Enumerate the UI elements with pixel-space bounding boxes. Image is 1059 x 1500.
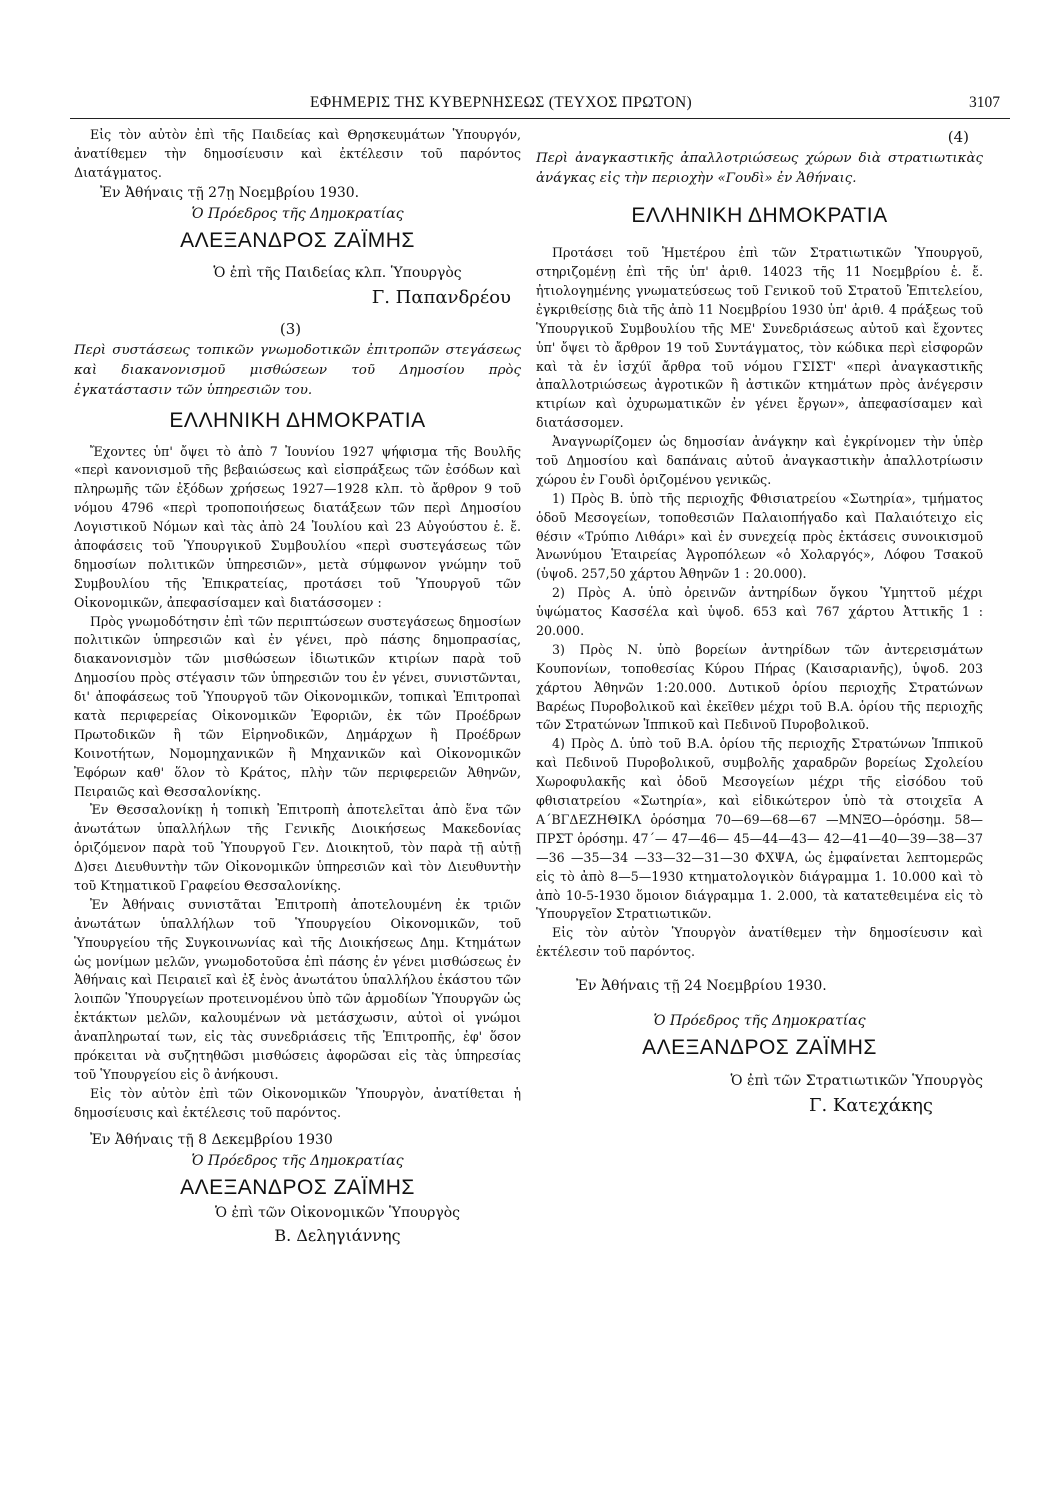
dateline: Ἐν Ἀθήναις τῇ 8 Δεκεμβρίου 1930 bbox=[90, 1131, 333, 1148]
decree-topic: Περὶ συστάσεως τοπικῶν γνωμοδοτικῶν ἐπιτροπῶν στεγάσεως καὶ διακανονισμοῦ μισθώσεων τοῦ Δημοσίου πρὸς ἐγκατάστασιν τῶν ὑπηρεσιῶν του. bbox=[74, 342, 521, 398]
body-paragraph: Εἰς τὸν αὐτὸν ἐπὶ τῶν Οἰκονομικῶν Ὑπουργὸν, ἀνατίθεται ἡ δημοσίευσις καὶ ἐκτέλεσις τοῦ παρόντος. bbox=[74, 1085, 521, 1120]
page-header bbox=[70, 94, 1010, 120]
list-item: 3) Πρὸς Ν. ὑπὸ βορείων ἀντηρίδων τῶν ἀντερεισμάτων Κουπονίων, τοποθεσίας Κύρου Πήρας (Καισαριανῆς), ὑψοδ. 203 χάρτου Ἀθηνῶν 1:20.000. Δυτικοῦ ὁρίου περιοχῆς Στρατώνων Βαρέως Πυροβολικοῦ καὶ ἐκεῖθεν μέχρι τοῦ Β.Α. ὁρίου τῆς περιοχῆς τῶν Στρατώνων Ἱππικοῦ καὶ Πεδινοῦ Πυροβολικοῦ. bbox=[536, 641, 983, 733]
minister-title: Ὁ ἐπὶ τῆς Παιδείας κλπ. Ὑπουργὸς bbox=[213, 265, 462, 282]
list-item: 1) Πρὸς Β. ὑπὸ τῆς περιοχῆς Φθισιατρείου «Σωτηρία», τμήματος ὁδοῦ Μεσογείων, τοποθεσιῶν Παλαιοπήγαδο καὶ Παλαιότειχο εἰς θέσιν «Τρύπιο Λιθάρι» καὶ ἐν συνεχείᾳ πρὸς ἐκτάσεις συνοικισμοῦ Ἀνωνύμου Ἑταιρείας Ἀγροπόλεων «ὁ Χολαργός», Λόφου Τσακοῦ (ὑψοδ. 257,50 χάρτου Ἀθηνῶν 1 : 20.000). bbox=[536, 490, 983, 582]
list-item: 4) Πρὸς Δ. ὑπὸ τοῦ Β.Α. ὁρίου τῆς περιοχῆς Στρατώνων Ἱππικοῦ καὶ Πεδινοῦ Πυροβολικοῦ, συμβολῆς χαραδρῶν βορείως Σχολείου Χωροφυλακῆς καὶ ὁδοῦ Μεσογείων μέχρι τῆς εἰσόδου τοῦ φθισιατρείου «Σωτηρία», καὶ εἰδικώτερον ὑπὸ τὰ στοιχεῖα Α Α΄ΒΓΔΕΖΗΘΙΚΛ ὁρόσημα 70—69—68—67 —ΜΝΞΟ—ὁρόσημ. 58—ΠΡΣΤ ὁρόσημ. 47΄— 47—46— 45—44—43— 42—41—40—39—38—37—36 —35—34 —33—32—31—30 ΦΧΨΑ, ὡς ἐμφαίνεται λεπτομερῶς εἰς τὸ ἀπὸ 8—5—1930 κτηματολογικὸν διάγραμμα 1. 10.000 καὶ τὸ ἀπὸ 10-5-1930 ὅμοιον διάγραμμα 1. 2.000, τὰ κατατεθειμένα εἰς τὸ Ὑπουργεῖον Στρατιωτικῶν. bbox=[536, 736, 983, 922]
republic-heading: ΕΛΛΗΝΙΚΗ ΔΗΜΟΚΡΑΤΙΑ bbox=[169, 409, 426, 432]
right-column bbox=[536, 126, 983, 1119]
president-title: Ὁ Πρόεδρος τῆς Δημοκρατίας bbox=[653, 1013, 866, 1030]
president-title: Ὁ Πρόεδρος τῆς Δημοκρατίας bbox=[191, 205, 404, 222]
body-paragraph: Εἰς τὸν αὐτὸν Ὑπουργὸν ἀνατίθεμεν τὴν δημοσίευσιν καὶ ἐκτέλεσιν τοῦ παρόντος. bbox=[536, 925, 983, 960]
president-title: Ὁ Πρόεδρος τῆς Δημοκρατίας bbox=[191, 1152, 404, 1169]
minister-name: Β. Δεληγιάννης bbox=[274, 1226, 401, 1246]
body-paragraph: Ἐν Θεσσαλονίκῃ ἡ τοπικὴ Ἐπιτροπὴ ἀποτελεῖται ἀπὸ ἕνα τῶν ἀνωτάτων ὑπαλλήλων τῆς Γενικῆς Διοικήσεως Μακεδονίας ὁριζόμενον παρὰ τοῦ Ὑπουργοῦ Γεν. Διοικητοῦ, τὸν παρὰ τῇ αὐτῇ Δ)σει Διευθυντὴν τῶν Οἰκονομικῶν ὑπηρεσιῶν καὶ τὸν Διευθυντὴν τοῦ Κτηματικοῦ Γραφείου Θεσσαλονίκης. bbox=[74, 802, 521, 893]
president-name: ΑΛΕΞΑΝΔΡΟΣ ΖΑΪΜΗΣ bbox=[180, 1175, 415, 1199]
president-name: ΑΛΕΞΑΝΔΡΟΣ ΖΑΪΜΗΣ bbox=[642, 1036, 877, 1060]
body-paragraph: Ἀναγνωρίζομεν ὡς δημοσίαν ἀνάγκην καὶ ἐγκρίνομεν τὴν ὑπὲρ τοῦ Δημοσίου καὶ δαπάναις αὐτοῦ ἀναγκαστικὴν ἀπαλλοτρίωσιν χώρου ἐν Γουδὶ ὁριζομένου γενικῶς. bbox=[536, 434, 983, 487]
republic-heading: ΕΛΛΗΝΙΚΗ ΔΗΜΟΚΡΑΤΙΑ bbox=[631, 203, 888, 227]
body-paragraph: Ἔχοντες ὑπ' ὄψει τὸ ἀπὸ 7 Ἰουνίου 1927 ψήφισμα τῆς Βουλῆς «περὶ κανονισμοῦ τῆς βεβαιώσεως καὶ εἰσπράξεως τῶν ἐσόδων καὶ πληρωμῆς τῶν ἐξόδων χρήσεως 1927—1928 κλπ. τὸ ἄρθρον 9 τοῦ νόμου 4796 «περὶ τροποποιήσεως διατάξεων τῶν περὶ Δημοσίου Λογιστικοῦ Νόμων καὶ τὰς ἀπὸ 24 Ἰουλίου καὶ 23 Αὐγούστου ἑ. ἔ. ἀποφάσεις τοῦ Ὑπουργικοῦ Συμβουλίου «περὶ συστεγάσεως τῶν δημοσίων πολιτικῶν ὑπηρεσιῶν», μετὰ σύμφωνον γνώμην τοῦ Συμβουλίου τῆς Ἐπικρατείας, προτάσει τοῦ Ὑπουργοῦ τῶν Οἰκονομικῶν, ἀπεφασίσαμεν καὶ διατάσσομεν : bbox=[74, 443, 521, 610]
minister-title: Ὁ ἐπὶ τῶν Οἰκονομικῶν Ὑπουργὸς bbox=[215, 1205, 460, 1222]
minister-name: Γ. Κατεχάκης bbox=[809, 1094, 933, 1116]
body-paragraph: Ἐν Ἀθήναις συνιστᾶται Ἐπιτροπὴ ἀποτελουμένη ἐκ τριῶν ἀνωτάτων ὑπαλλήλων τοῦ Ὑπουργείου Οἰκονομικῶν, τοῦ Ὑπουργείου τῆς Συγκοινωνίας καὶ τῆς Διοικήσεως Δημ. Κτημάτων ὡς μονίμων μελῶν, γνωμοδοτοῦσα ἐπὶ πάσης ἐν γένει μισθώσεως ἐν Ἀθήναις καὶ Πειραιεῖ καὶ ἐξ ἑνὸς ἀνωτάτου ὑπαλλήλου ἑκάστου τῶν λοιπῶν Ὑπουργείων προτεινομένου ὑπὸ τῶν ἁρμοδίων Ὑπουργῶν ὡς ἐκτάκτων μελῶν, καλουμένων νὰ μετάσχωσιν, αὐτοὶ οἱ γνώμοι ἀναπληρωταί των, εἰς τὰς συνεδριάσεις τῆς Ἐπιτροπῆς, ἐφ' ὅσον πρόκειται νὰ συζητηθῶσι μισθώσεις ἀφορῶσαι εἰς τὰς ὑπηρεσίας τοῦ Ὑπουργείου εἰς ὃ ἀνήκουσι. bbox=[74, 896, 521, 1082]
decree-number: (4) bbox=[947, 128, 969, 146]
intro-paragraph: Εἰς τὸν αὐτὸν ἐπὶ τῆς Παιδείας καὶ Θρησκευμάτων Ὑπουργόν, ἀνατίθεμεν τὴν δημοσίευσιν καὶ ἐκτέλεσιν τοῦ παρόντος Διατάγματος. bbox=[74, 127, 521, 180]
minister-title: Ὁ ἐπὶ τῶν Στρατιωτικῶν Ὑπουργὸς bbox=[730, 1072, 983, 1089]
decree-topic: Περὶ ἀναγκαστικῆς ἀπαλλοτριώσεως χώρων διὰ στρατιωτικὰς ἀνάγκας εἰς τὴν περιοχὴν «Γουδὶ» ἐν Ἀθήναις. bbox=[536, 150, 983, 186]
minister-name: Γ. Παπανδρέου bbox=[371, 287, 511, 309]
dateline: Ἐν Ἀθήναις τῇ 27ῃ Νοεμβρίου 1930. bbox=[100, 184, 360, 201]
left-column bbox=[74, 126, 521, 1248]
list-item: 2) Πρὸς Α. ὑπὸ ὀρεινῶν ἀντηρίδων ὄγκου Ὑμηττοῦ μέχρι ὑψώματος Κασσέλα καὶ ὑψοδ. 653 καὶ 767 χάρτου Ἀττικῆς 1 : 20.000. bbox=[536, 585, 983, 639]
header-rule bbox=[70, 118, 1010, 119]
body-paragraph: Προτάσει τοῦ Ἡμετέρου ἐπὶ τῶν Στρατιωτικῶν Ὑπουργοῦ, στηριζομένῃ ἐπὶ τῆς ὑπ' ἀριθ. 14023 τῆς 11 Νοεμβρίου ἑ. ἔ. ἠτιολογημένης γνωματεύσεως τοῦ Γενικοῦ τοῦ Στρατοῦ Ἐπιτελείου, ἐγκριθείσῃς διὰ τῆς ἀπὸ 11 Νοεμβρίου 1930 ὑπ' ἀριθ. 4 πράξεως τοῦ Ὑπουργικοῦ Συμβουλίου τῆς ΜΕ' Συνεδριάσεως αὐτοῦ καὶ ἔχοντες ὑπ' ὄψει τὸ ἄρθρον 19 τοῦ Συντάγματος, τὸν κώδικα περὶ εἰσφορῶν καὶ τὰ ἐν ἰσχύϊ ἄρθρα τοῦ νόμου ΓΣΙΣΤ' «περὶ ἀναγκαστικῆς ἀπαλλοτριώσεως ἀγροτικῶν ἢ ἀστικῶν κτημάτων πρὸς ἀνέγερσιν κτιρίων καὶ ὀχυρωματικῶν ἐν γένει ἔργων», ἀπεφασίσαμεν καὶ διατάσσομεν. bbox=[536, 245, 983, 431]
body-paragraph: Πρὸς γνωμοδότησιν ἐπὶ τῶν περιπτώσεων συστεγάσεως δημοσίων πολιτικῶν ὑπηρεσιῶν καὶ ἐν γένει, πρὸ πάσης δημοπρασίας, διακανονισμὸν τῶν μισθώσεων ἰδιωτικῶν κτιρίων παρὰ τοῦ Δημοσίου πρὸς στέγασιν τῶν ὑπηρεσιῶν του ἐν γένει, συνιστῶνται, δι' ἀποφάσεως τοῦ Ὑπουργοῦ τῶν Οἰκονομικῶν, τοπικαὶ Ἐπιτροπαὶ κατὰ περιφερείας Οἰκονομικῶν Ἐφοριῶν, ἐκ τῶν Προέδρων Πρωτοδικῶν ἢ τῶν Εἰρηνοδικῶν, Δημάρχων ἢ Προέδρων Κοινοτήτων, Νομομηχανικῶν ἢ Μηχανικῶν καὶ Οἰκονομικῶν Ἐφόρων καθ' ὅλον τὸ Κράτος, πλὴν τῶν περιφερειῶν Ἀθηνῶν, Πειραιῶς καὶ Θεσσαλονίκης. bbox=[74, 613, 521, 799]
gazette-title: ΕΦΗΜΕΡΙΣ ΤΗΣ ΚΥΒΕΡΝΗΣΕΩΣ (ΤΕΥΧΟΣ ΠΡΩΤΟΝ) bbox=[310, 94, 692, 111]
page-number: 3107 bbox=[969, 94, 1000, 111]
dateline: Ἐν Ἀθήναις τῇ 24 Νοεμβρίου 1930. bbox=[576, 978, 827, 995]
decree-number: (3) bbox=[279, 320, 302, 339]
president-name: ΑΛΕΞΑΝΔΡΟΣ ΖΑΪΜΗΣ bbox=[180, 228, 415, 252]
